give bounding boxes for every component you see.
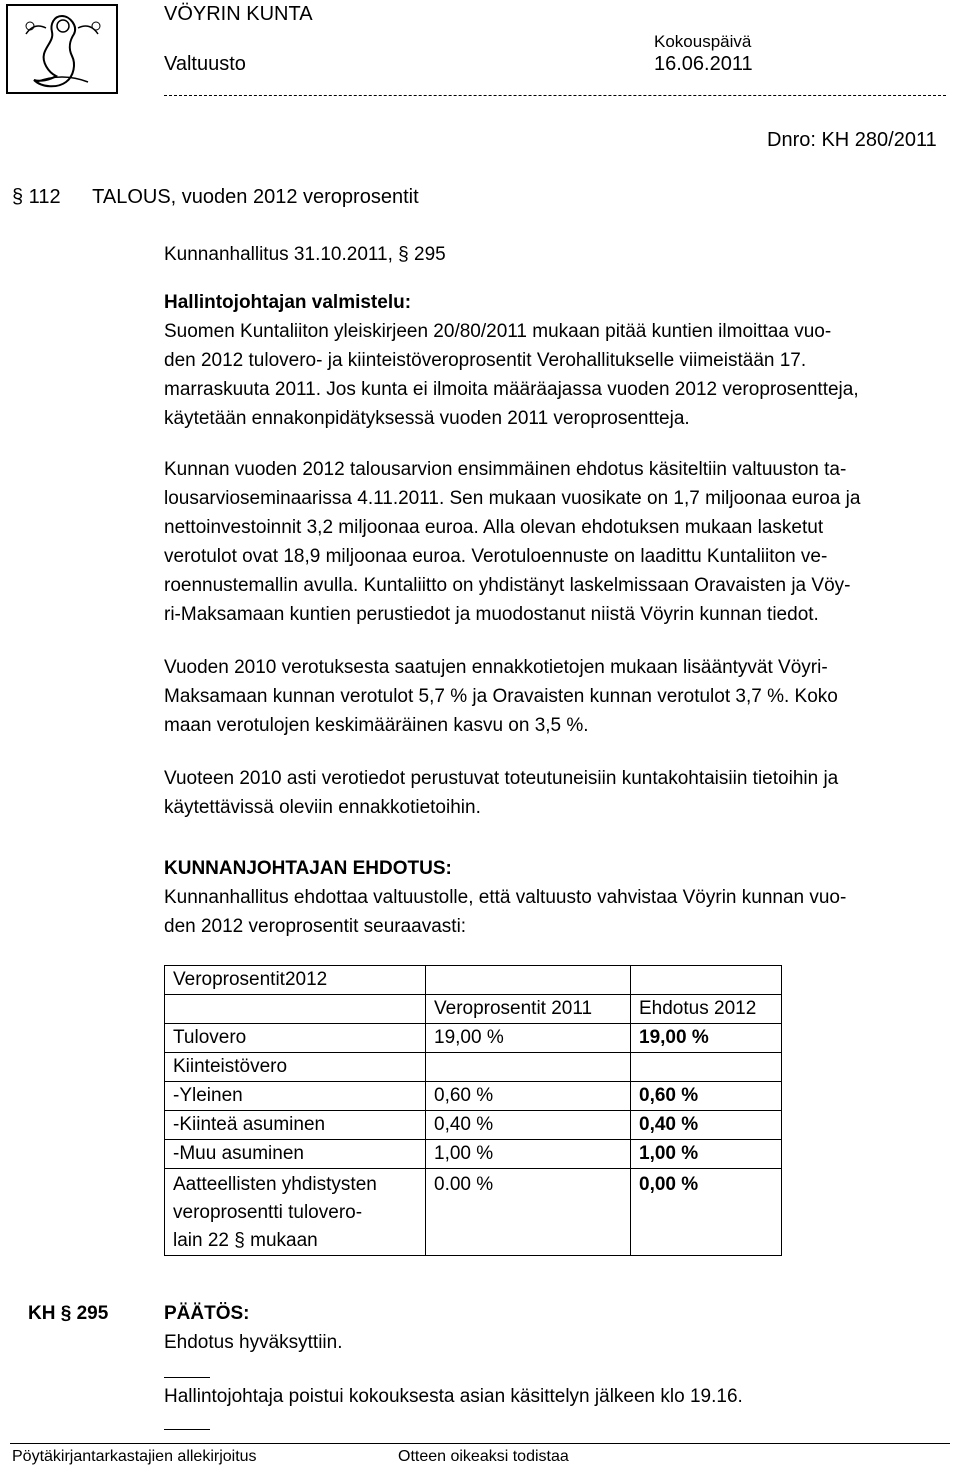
prep-line: den 2012 tulovero- ja kiinteistöveroprosentit Verohallitukselle viimeistään 17.: [164, 350, 807, 371]
budget-line: nettoinvestoinnit 3,2 miljoonaa euroa. Alla olevan ehdotuksen mukaan lasketut: [164, 517, 824, 538]
decision-text: Ehdotus hyväksyttiin.: [164, 1332, 343, 1353]
row-label: Kiinteistövero: [165, 1053, 426, 1082]
rate-2012: 0,40 %: [631, 1111, 782, 1140]
table-row: [165, 966, 782, 995]
decision-block: [164, 1299, 946, 1430]
short-rule: [164, 1429, 210, 1430]
footer-signatures: Pöytäkirjantarkastajien allekirjoitus: [12, 1448, 257, 1465]
budget-line: lousarvioseminaarissa 4.11.2011. Sen mukaan vuosikate on 1,7 miljoonaa euroa ja: [164, 488, 861, 509]
header-divider: [164, 95, 946, 96]
meeting-date: 16.06.2011: [654, 53, 753, 75]
section-number: § 112: [12, 186, 61, 208]
growth-line: Maksamaan kunnan verotulot 5,7 % ja Oravaisten kunnan verotulot 3,7 %. Koko: [164, 686, 838, 707]
rate-2012: 0,00 %: [631, 1169, 782, 1256]
rate-2011: 0,60 %: [426, 1082, 631, 1111]
prep-line: marraskuuta 2011. Jos kunta ei ilmoita määräajassa vuoden 2012 veroprosentteja,: [164, 379, 859, 400]
growth-line: Vuoden 2010 verotuksesta saatujen ennakkotietojen mukaan lisääntyvät Vöyri-: [164, 657, 828, 678]
table-row: [165, 1169, 782, 1256]
budget-paragraph: [164, 455, 946, 629]
table-cell: [165, 995, 426, 1024]
short-rule: [164, 1377, 210, 1378]
row-label: -Kiinteä asuminen: [165, 1111, 426, 1140]
body-name: Valtuusto: [164, 53, 246, 75]
table-row: [165, 995, 782, 1024]
budget-line: ri-Maksamaan kuntien perustiedot ja muodostanut niistä Vöyrin kunnan tiedot.: [164, 604, 819, 625]
table-cell: [631, 966, 782, 995]
table-cell: [426, 966, 631, 995]
growth-paragraph: [164, 653, 946, 740]
proposal-heading: KUNNANJOHTAJAN EHDOTUS:: [164, 858, 452, 879]
proposal-line: den 2012 veroprosentit seuraavasti:: [164, 916, 467, 937]
tax-rate-table: [164, 965, 782, 1256]
decision-heading: PÄÄTÖS:: [164, 1303, 250, 1324]
rate-2012: 0,60 %: [631, 1082, 782, 1111]
row-label-line: Aatteellisten yhdistysten: [173, 1174, 377, 1195]
footer-divider: [10, 1443, 950, 1444]
prep-line: Suomen Kuntaliiton yleiskirjeen 20/80/2011 mukaan pitää kuntien ilmoittaa vuo-: [164, 321, 832, 342]
main-content: [164, 240, 946, 1256]
basis-line: Vuoteen 2010 asti verotiedot perustuvat toteutuneisiin kuntakohtaisiin tietoihin ja: [164, 768, 839, 789]
budget-line: roennustemallin avulla. Kuntaliitto on yhdistänyt laskelmissaan Oravaisten ja Vöy-: [164, 575, 851, 596]
rate-2011: 0,40 %: [426, 1111, 631, 1140]
table-row: [165, 1082, 782, 1111]
row-label: -Yleinen: [165, 1082, 426, 1111]
section-heading: [12, 185, 419, 209]
table-caption-cell: Veroprosentit2012: [165, 966, 426, 995]
reference-line: Kunnanhallitus 31.10.2011, § 295: [164, 244, 446, 265]
basis-line: käytettävissä oleviin ennakkotietoihin.: [164, 797, 481, 818]
row-label: Tulovero: [165, 1024, 426, 1053]
dnro: Dnro: KH 280/2011: [767, 129, 937, 151]
rate-2011: 0.00 %: [426, 1169, 631, 1256]
rate-2011: 1,00 %: [426, 1140, 631, 1169]
prep-line: käytetään ennakonpidätyksessä vuoden 2011 veroprosentteja.: [164, 408, 690, 429]
rate-2012: 1,00 %: [631, 1140, 782, 1169]
column-header: Veroprosentit 2011: [426, 995, 631, 1024]
column-header: Ehdotus 2012: [631, 995, 782, 1024]
footer-certification: Otteen oikeaksi todistaa: [398, 1448, 569, 1465]
prep-paragraph: [164, 317, 946, 433]
decision-note: Hallintojohtaja poistui kokouksesta asian käsittelyn jälkeen klo 19.16.: [164, 1386, 743, 1407]
rate-2011: [426, 1053, 631, 1082]
growth-line: maan verotulojen keskimääräinen kasvu on 3,5 %.: [164, 715, 589, 736]
budget-line: verotulot ovat 18,9 miljoonaa euroa. Verotuloennuste on laadittu Kuntaliiton ve-: [164, 546, 828, 567]
prep-heading: Hallintojohtajan valmistelu:: [164, 292, 412, 313]
rate-2011: 19,00 %: [426, 1024, 631, 1053]
row-label: -Muu asuminen: [165, 1140, 426, 1169]
municipal-crest-icon: [6, 4, 118, 94]
rate-2012: 19,00 %: [631, 1024, 782, 1053]
table-row: [165, 1024, 782, 1053]
proposal-paragraph: [164, 883, 946, 941]
row-label: [165, 1169, 426, 1256]
org-name: VÖYRIN KUNTA: [164, 3, 313, 25]
row-label-line: lain 22 § mukaan: [173, 1230, 318, 1251]
table-row: [165, 1111, 782, 1140]
table-row: [165, 1140, 782, 1169]
section-title: TALOUS, vuoden 2012 veroprosentit: [92, 186, 419, 208]
budget-line: Kunnan vuoden 2012 talousarvion ensimmäinen ehdotus käsiteltiin valtuuston ta-: [164, 459, 847, 480]
row-label-line: veroprosentti tulovero-: [173, 1202, 363, 1223]
proposal-line: Kunnanhallitus ehdottaa valtuustolle, että valtuusto vahvistaa Vöyrin kunnan vuo-: [164, 887, 847, 908]
basis-paragraph: [164, 764, 946, 822]
rate-2012: [631, 1053, 782, 1082]
table-row: [165, 1053, 782, 1082]
decision-ref: KH § 295: [28, 1303, 109, 1324]
date-label: Kokouspäivä: [654, 32, 752, 51]
